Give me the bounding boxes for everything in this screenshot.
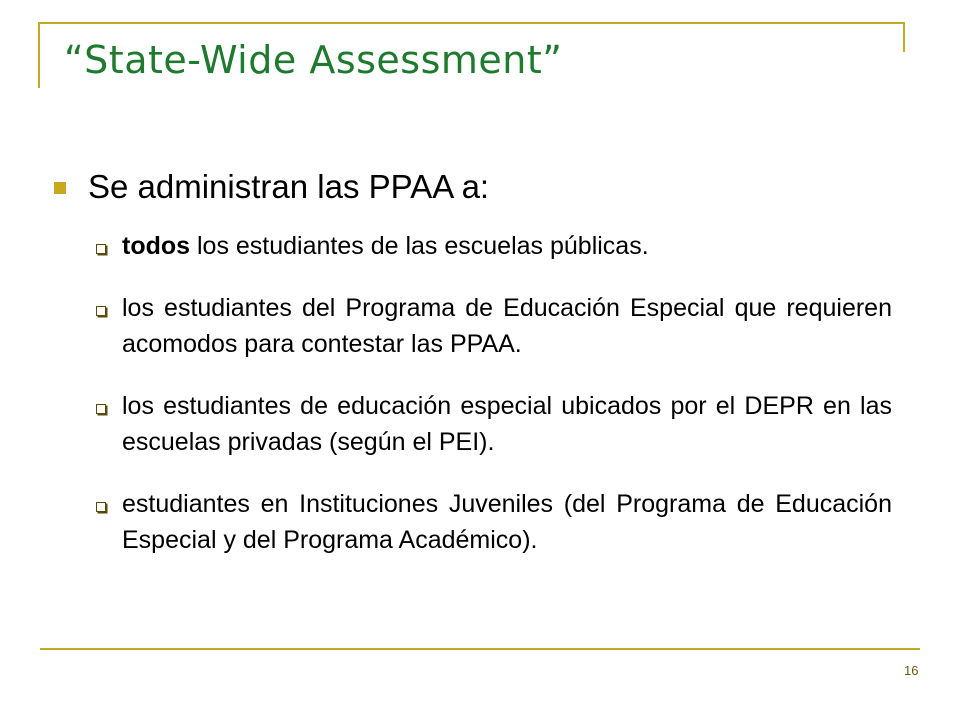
list-item-text: los estudiantes de las escuelas públicas. bbox=[190, 232, 649, 260]
list-item-text: estudiantes en Instituciones Juveniles (del Programa de Educación Especial y del Programa Académico). bbox=[122, 490, 892, 554]
emphasis-text: todos bbox=[122, 232, 191, 260]
bottom-rule bbox=[40, 648, 920, 650]
square-bullet-icon bbox=[54, 182, 66, 194]
list-item-text: los estudiantes de educación especial ubicados por el DEPR en las escuelas privadas (según el PEI). bbox=[122, 392, 892, 456]
hollow-square-bullet-icon bbox=[96, 502, 106, 512]
main-point: Se administran las PPAA a: bbox=[88, 168, 490, 205]
left-rule bbox=[38, 22, 40, 88]
top-rule bbox=[38, 22, 905, 24]
list-item bbox=[122, 228, 892, 264]
hollow-square-bullet-icon bbox=[96, 404, 106, 414]
list-item-text: los estudiantes del Programa de Educación Especial que requieren acomodos para contestar las PPAA. bbox=[122, 294, 892, 358]
page-number: 16 bbox=[904, 663, 919, 678]
list-item bbox=[122, 486, 892, 558]
right-rule bbox=[903, 22, 905, 52]
hollow-square-bullet-icon bbox=[96, 244, 106, 254]
list-item bbox=[122, 388, 892, 460]
slide-title: “State-Wide Assessment” bbox=[64, 38, 563, 82]
hollow-square-bullet-icon bbox=[96, 306, 106, 316]
list-item bbox=[122, 290, 892, 362]
